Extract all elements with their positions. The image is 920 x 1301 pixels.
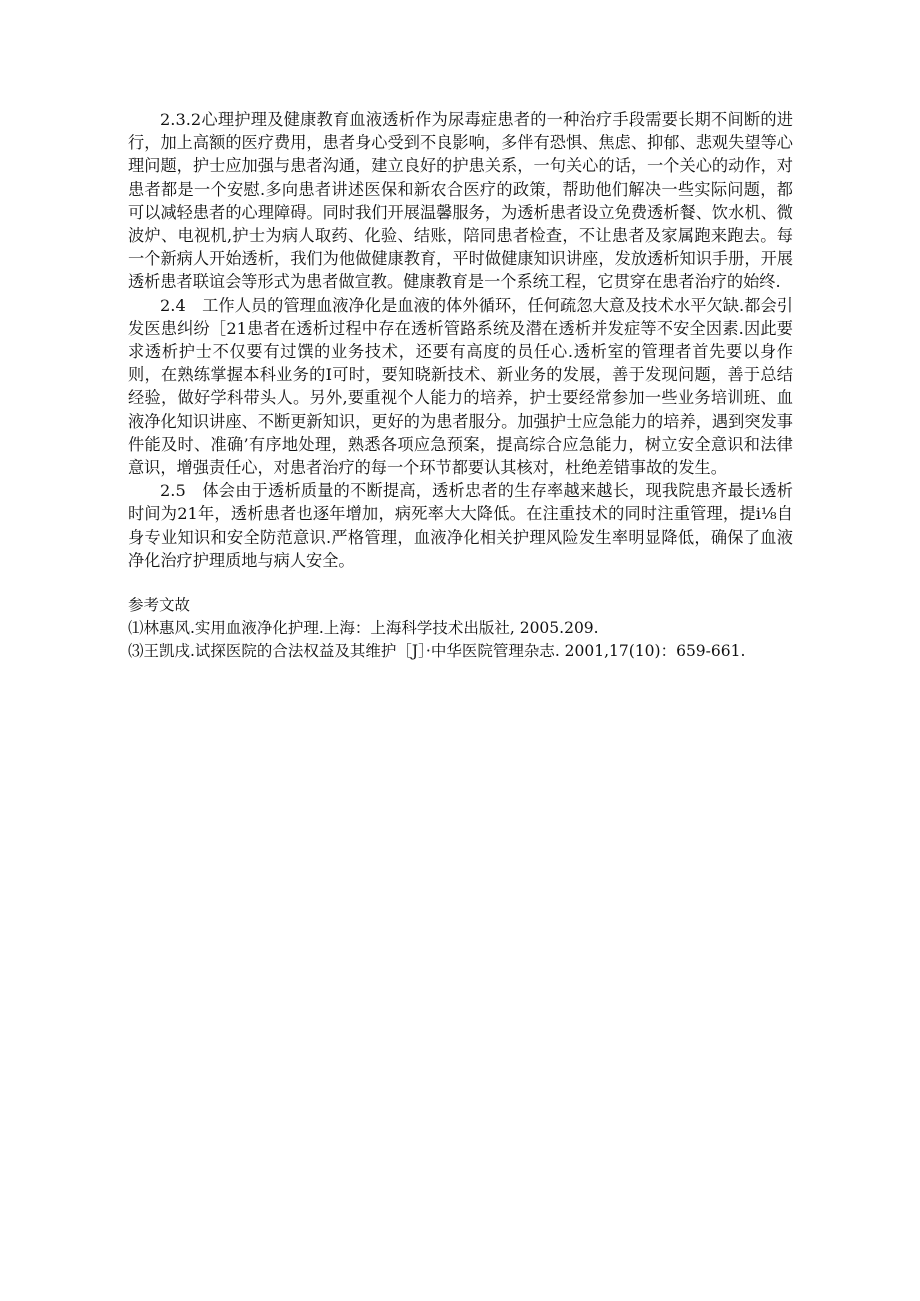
references-title: 参考文故 <box>128 596 191 615</box>
paragraph-psychological-care: 2.3.2心理护理及健康教育血液透析作为尿毒症患者的一种治疗手段需要长期不间断的进行，加上高额的医疗费用，患者身心受到不良影响，多伴有恐惧、焦虑、抑郁、悲观失望等心理问题，护士应加强与患者沟通，建立良好的护患关系，一句关心的话，一个关心的动作，对患者都是一个安慰.多向患者讲述医保和新农合医疗的政策，帮助他们解决一些实际问题，都可以减轻患者的心理障碍。同时我们开展温馨服务，为透析患者设立免费透析餐、饮水机、微波炉、电视机,护士为病人取药、化验、结账，陪同患者检查，不让患者及家属跑来跑去。每一个新病人开始透析，我们为他做健康教育，平时做健康知识讲座，发放透析知识手册，开展透析患者联谊会等形式为患者做宣教。健康教育是一个系统工程，它贯穿在患者治疗的始终. <box>128 110 793 292</box>
document-page <box>128 108 793 663</box>
references-section <box>128 594 793 663</box>
paragraph-staff-management: 2.4 工作人员的管理血液净化是血液的体外循环，任何疏忽大意及技术水平欠缺.都会引发医患纠纷［21患者在透析过程中存在透析管路系统及潜在透析并发症等不安全因素.因此要求透析护士不仅要有过馔的业务技术，还要有高度的员任心.透析室的管理者首先要以身作则，在熟练掌握本科业务的I可时，要知晓新技术、新业务的发展，善于发现问题，善于总结经验，做好学科带头人。另外,要重视个人能力的培养，护士要经常参加一些业务培训班、血液净化知识讲座、不断更新知识，更好的为患者服分。加强护士应急能力的培养，遇到突发事件能及时、准确’有序地处理，熟悉各项应急预案，提高综合应急能力，树立安全意识和法律意识，增强责任心，对患者治疗的每一个环节都要认其核对，杜绝差错事故的发生。 <box>128 295 793 478</box>
reference-item-1: ⑴林惠风.实用血液净化护理.上海：上海科学技术出版社, 2005.209. <box>128 619 599 638</box>
reference-item-2: ⑶王凯戌.试探医院的合法权益及其维护［J］·中华医院管理杂志. 2001,17(10)：659-661. <box>128 642 746 661</box>
paragraph-experience: 2.5 体会由于透析质量的不断提高，透析忠者的生存率越来越长，现我院患齐最长透析时间为21年，透析患者也逐年增加，病死率大大降低。在注重技术的同时注重管理，提i⅛自身专业知识和安全防范意识.严格管理，血液净化相关护理风险发生率明显降低，确保了血液净化治疗护理质地与病人安全。 <box>128 481 793 570</box>
